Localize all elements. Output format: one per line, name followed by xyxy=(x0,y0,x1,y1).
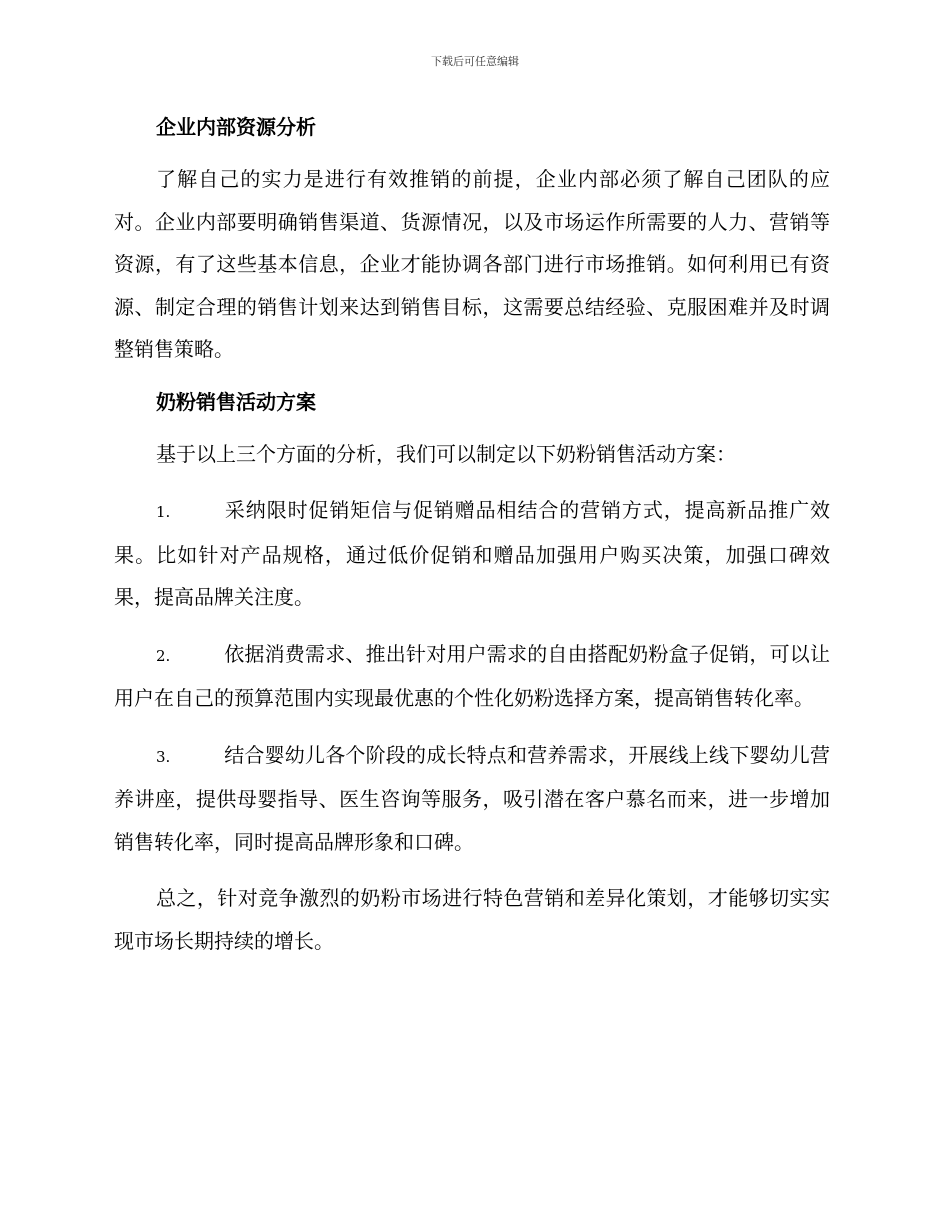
list-item-number: 1. xyxy=(156,503,171,521)
paragraph-resources: 了解自己的实力是进行有效推销的前提，企业内部必须了解自己团队的应对。企业内部要明确销售渠道、货源情况，以及市场运作所需要的人力、营销等资源，有了这些基本信息，企业才能协调各部门进行市场推销。如何利用已有资源、制定合理的销售计划来达到销售目标，这需要总结经验、克服困难并及时调整销售策略。 xyxy=(114,167,830,361)
page-header: 下载后可任意编辑 xyxy=(431,55,519,68)
section-heading-resources: 企业内部资源分析 xyxy=(156,115,316,139)
paragraph-conclusion: 总之，针对竞争激烈的奶粉市场进行特色营销和差异化策划，才能够切实实现市场长期持续的增长。 xyxy=(114,886,830,953)
document-body xyxy=(114,110,830,976)
list-item xyxy=(114,633,830,720)
list-item-text: 依据消费需求、推出针对用户需求的自由搭配奶粉盒子促销，可以让用户在自己的预算范围内实现最优惠的个性化奶粉选择方案，提高销售转化率。 xyxy=(114,641,830,710)
section-heading-plan: 奶粉销售活动方案 xyxy=(156,389,316,414)
list-item-number: 3. xyxy=(156,747,171,766)
list-item xyxy=(114,734,830,864)
list-item-text: 采纳限时促销矩信与促销赠品相结合的营销方式，提高新品推广效果。比如针对产品规格，通过低价促销和赠品加强用户购买决策，加强口碑效果，提高品牌关注度。 xyxy=(114,498,830,609)
paragraph-plan-intro: 基于以上三个方面的分析，我们可以制定以下奶粉销售活动方案： xyxy=(156,441,736,466)
list-item-number: 2. xyxy=(156,646,171,665)
list-item xyxy=(114,489,830,619)
list-item-text: 结合婴幼儿各个阶段的成长特点和营养需求，开展线上线下婴幼儿营养讲座，提供母婴指导、医生咨询等服务，吸引潜在客户慕名而来，进一步增加销售转化率，同时提高品牌形象和口碑。 xyxy=(114,742,830,854)
